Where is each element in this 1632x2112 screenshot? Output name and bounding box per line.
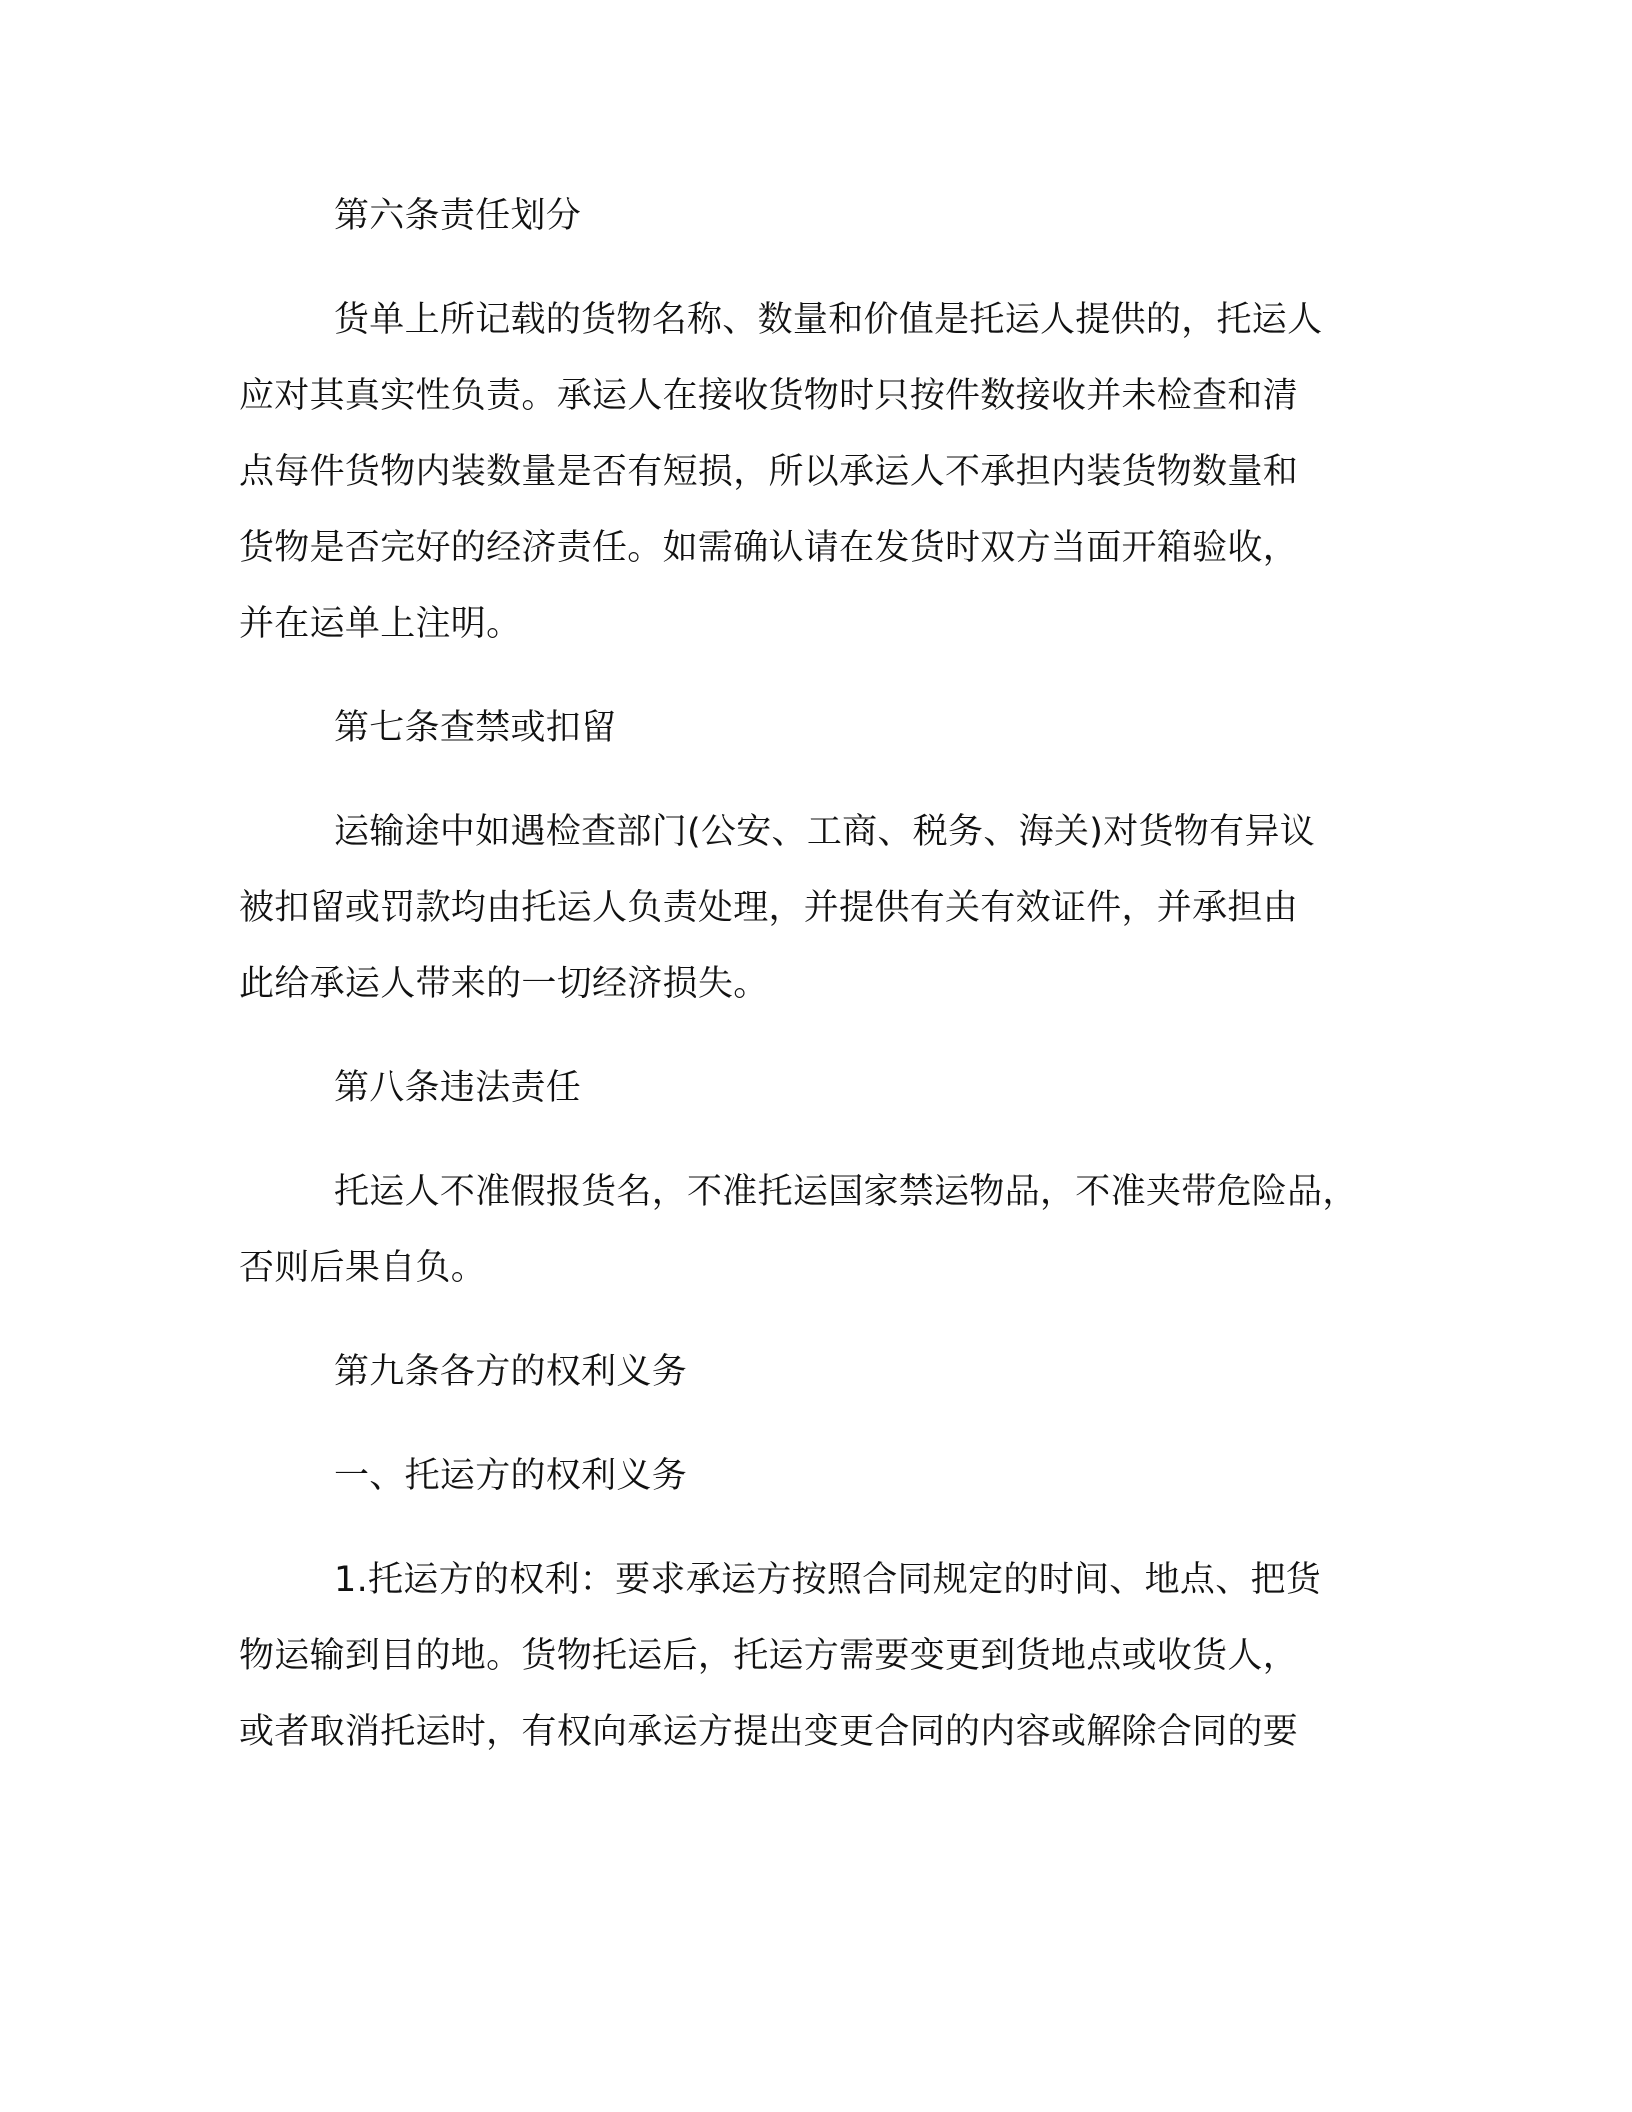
article-7-paragraph-line: 此给承运人带来的一切经济损失。	[239, 964, 769, 1004]
article-7-heading: 第七条查禁或扣留	[334, 708, 617, 748]
article-7-paragraph-line: 运输途中如遇检查部门(公安、工商、税务、海关)对货物有异议	[334, 812, 1316, 852]
article-8-heading: 第八条违法责任	[334, 1068, 582, 1108]
shipper-rights-paragraph-line: 物运输到目的地。货物托运后，托运方需要变更到货地点或收货人，	[239, 1636, 1299, 1676]
article-6-paragraph-line: 货物是否完好的经济责任。如需确认请在发货时双方当面开箱验收，	[239, 528, 1299, 568]
article-6-paragraph-line: 货单上所记载的货物名称、数量和价值是托运人提供的，托运人	[334, 300, 1323, 340]
article-6-paragraph-line: 并在运单上注明。	[239, 604, 522, 644]
article-8-paragraph-line: 托运人不准假报货名，不准托运国家禁运物品，不准夹带危险品，	[334, 1172, 1358, 1212]
article-9-heading: 第九条各方的权利义务	[334, 1352, 688, 1392]
shipper-rights-paragraph-line: 或者取消托运时，有权向承运方提出变更合同的内容或解除合同的要	[239, 1712, 1299, 1752]
article-7-paragraph-line: 被扣留或罚款均由托运人负责处理，并提供有关有效证件，并承担由	[239, 888, 1299, 928]
article-8-paragraph-line: 否则后果自负。	[239, 1248, 487, 1288]
article-6-paragraph-line: 应对其真实性负责。承运人在接收货物时只按件数接收并未检查和清	[239, 376, 1299, 416]
shipper-rights-paragraph-line: 1.托运方的权利：要求承运方按照合同规定的时间、地点、把货	[334, 1560, 1322, 1600]
subsection-heading: 一、托运方的权利义务	[334, 1456, 688, 1496]
article-6-paragraph-line: 点每件货物内装数量是否有短损，所以承运人不承担内装货物数量和	[239, 452, 1299, 492]
article-6-heading: 第六条责任划分	[334, 196, 582, 236]
